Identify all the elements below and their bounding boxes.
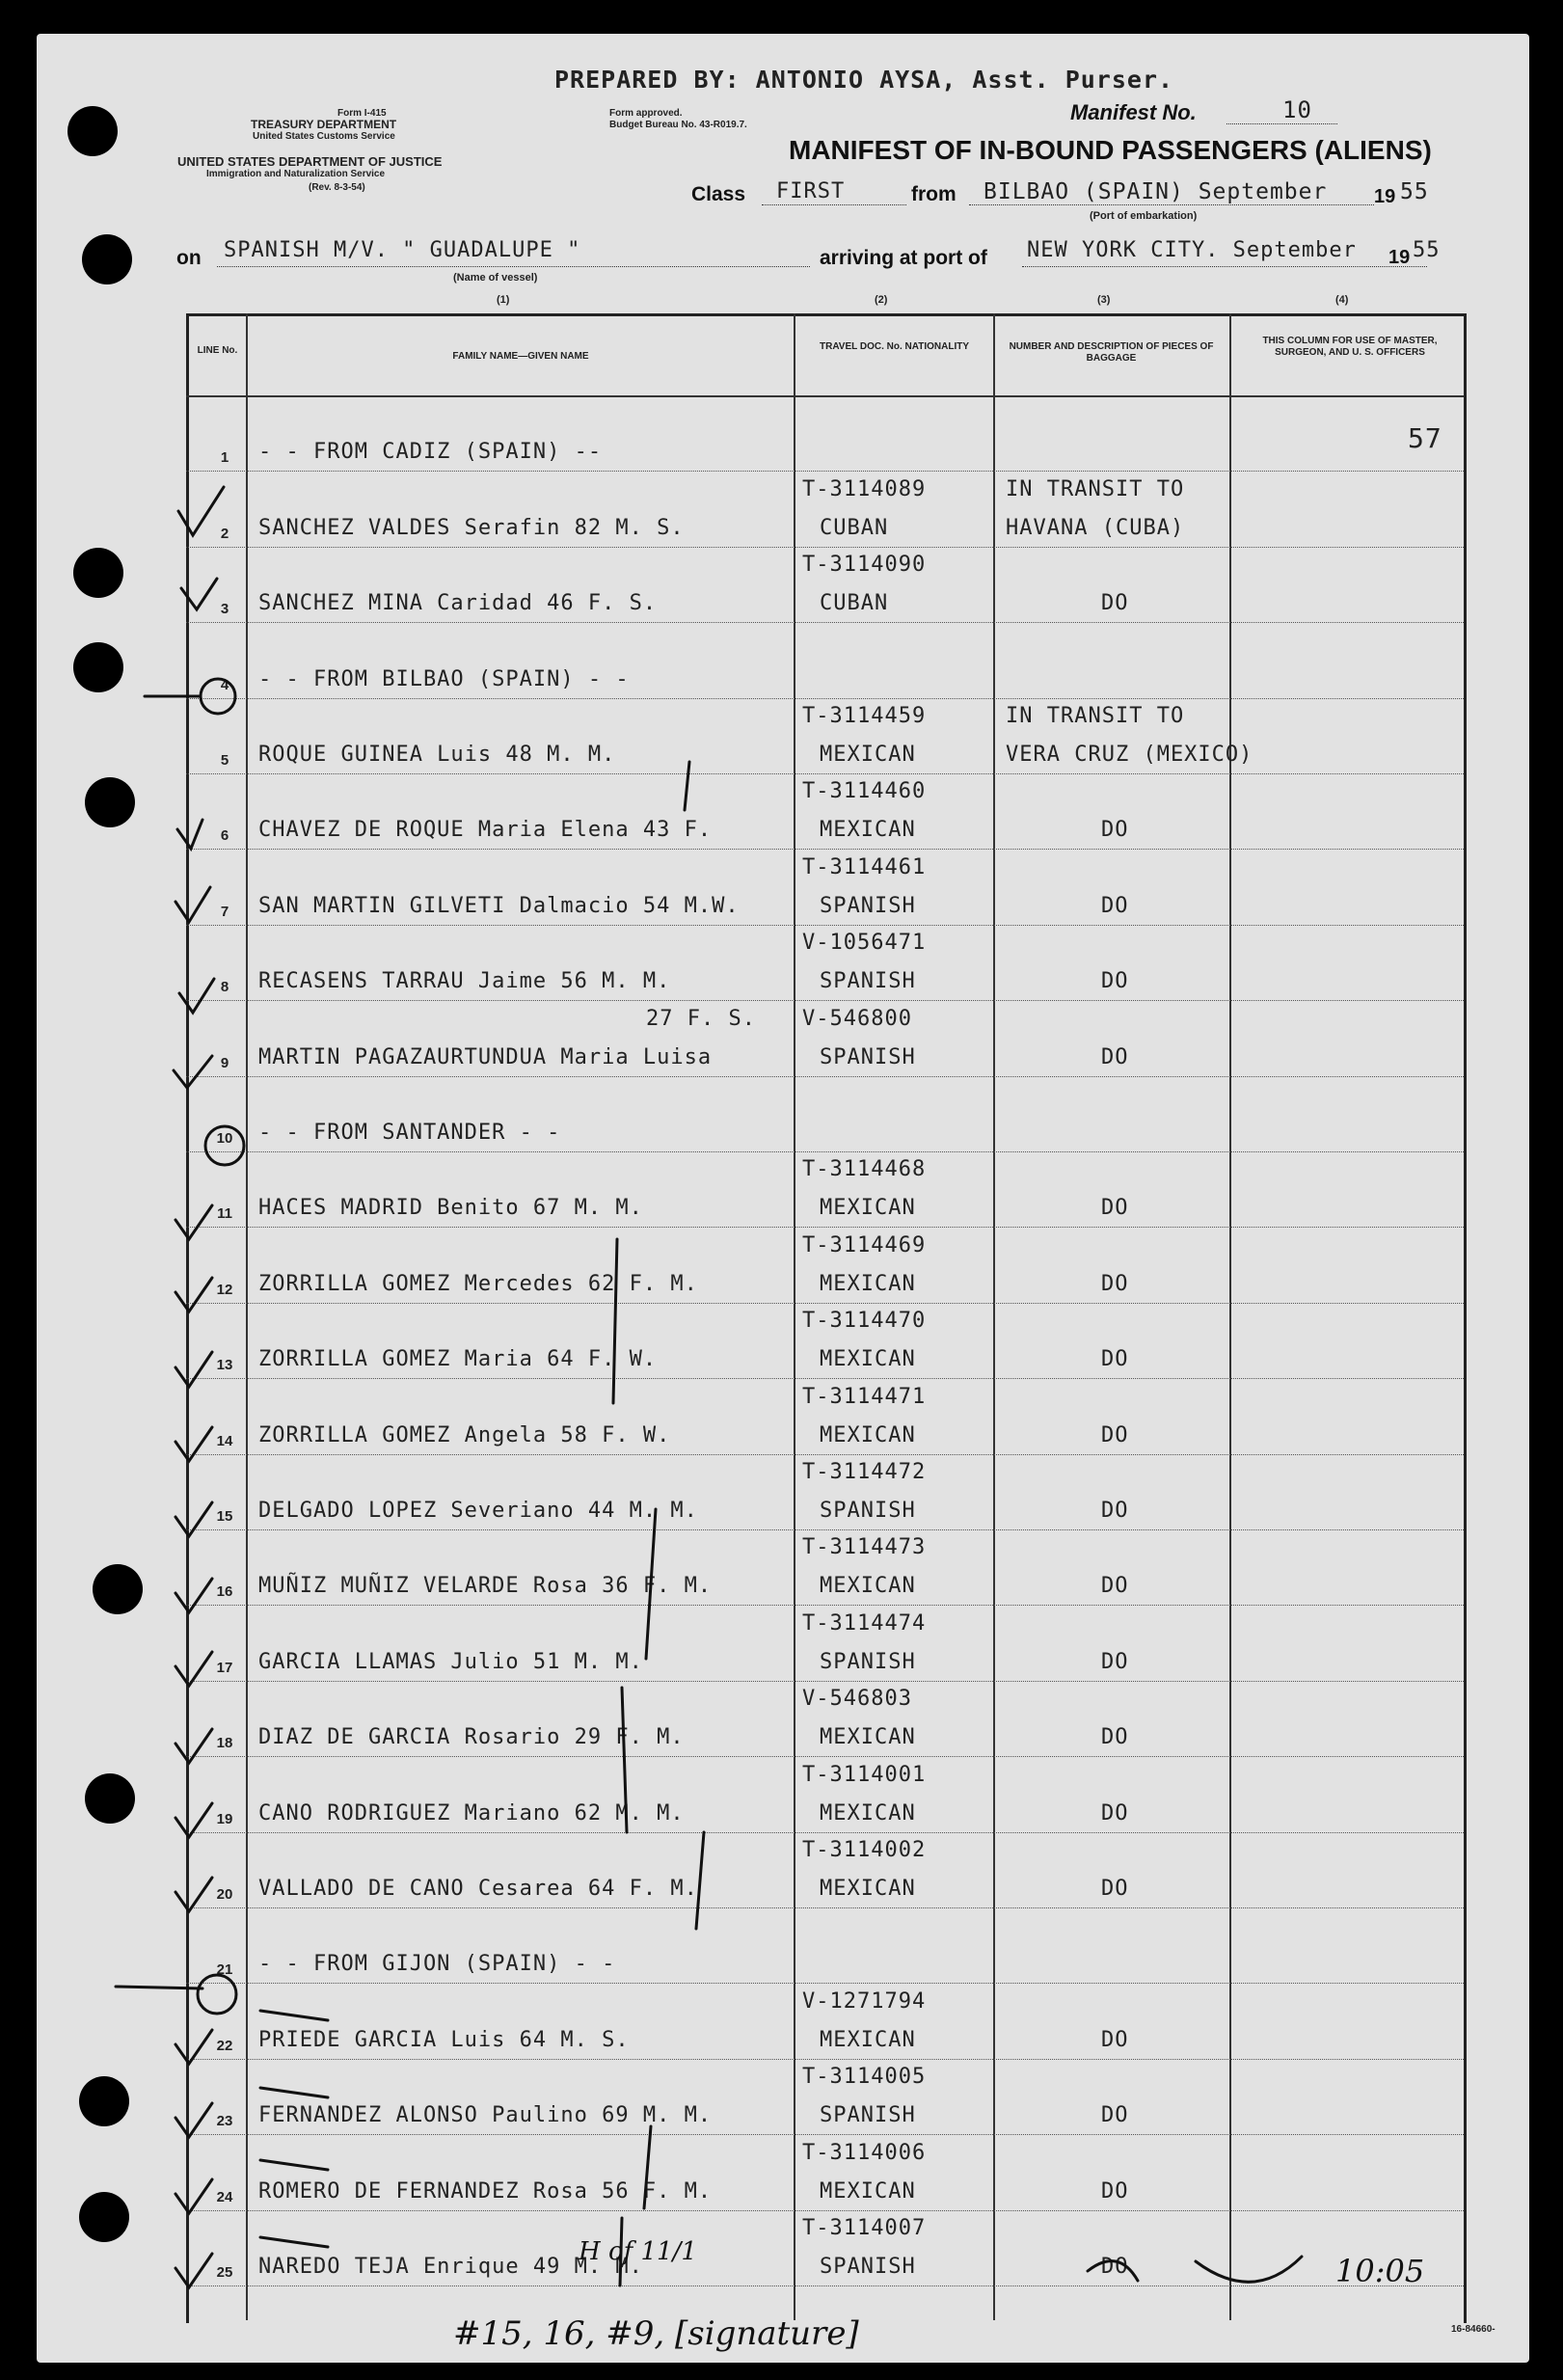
col-num-2: (2) — [875, 294, 888, 306]
line-number: 7 — [220, 903, 229, 920]
baggage-desc: DO — [1101, 1196, 1129, 1221]
baggage-desc: DO — [1101, 1044, 1129, 1069]
baggage-desc: DO — [1101, 2027, 1129, 2052]
line-number: 17 — [216, 1659, 233, 1676]
arrival-year-suffix: 55 — [1413, 238, 1441, 262]
vessel-name: SPANISH M/V. " GUADALUPE " — [224, 238, 581, 262]
nationality: MEXICAN — [820, 2178, 916, 2204]
col-head-officers: THIS COLUMN FOR USE OF MASTER, SURGEON, AND U. S. OFFICERS — [1262, 336, 1438, 358]
passenger-name: ROMERO DE FERNANDEZ Rosa 56 F. M. — [258, 2178, 713, 2204]
baggage-desc: DO — [1101, 1347, 1129, 1372]
line-number: 24 — [216, 2188, 233, 2205]
check-mark — [175, 1878, 212, 1911]
nationality: MEXICAN — [820, 1800, 916, 1826]
check-mark — [175, 1803, 212, 1837]
line-number: 23 — [216, 2113, 233, 2130]
check-mark — [175, 2179, 212, 2213]
nationality: MEXICAN — [820, 2027, 916, 2052]
nationality: MEXICAN — [820, 1422, 916, 1447]
year-suffix: 55 — [1400, 179, 1429, 204]
circle-mark — [205, 1126, 244, 1165]
treasury-dept: TREASURY DEPARTMENT — [251, 118, 397, 131]
bracket-mark — [622, 1688, 627, 1832]
nationality: SPANISH — [820, 1044, 916, 1069]
form-approved: Form approved. — [609, 108, 683, 119]
bracket-mark — [644, 2126, 651, 2208]
circle-mark — [201, 679, 235, 714]
nationality: MEXICAN — [820, 1271, 916, 1296]
col-num-1: (1) — [497, 294, 510, 306]
passenger-name: ZORRILLA GOMEZ Maria 64 F. W. — [258, 1347, 658, 1372]
passenger-details: 27 F. S. — [646, 1006, 756, 1031]
budget-bureau: Budget Bureau No. 43-R019.7. — [609, 120, 747, 130]
nationality: SPANISH — [820, 2103, 916, 2128]
col-head-name: FAMILY NAME—GIVEN NAME — [452, 351, 589, 362]
travel-doc-number: T-3114471 — [802, 1384, 927, 1409]
passenger-name: - - FROM CADIZ (SPAIN) -- — [258, 440, 603, 465]
prepared-by: PREPARED BY: ANTONIO AYSA, Asst. Purser. — [554, 66, 1174, 94]
baggage-desc: DO — [1101, 1422, 1129, 1447]
baggage-desc: DO — [1101, 2255, 1129, 2279]
passenger-name: RECASENS TARRAU Jaime 56 M. M. — [258, 969, 671, 994]
nationality: CUBAN — [820, 515, 889, 540]
nationality: MEXICAN — [820, 1347, 916, 1372]
form-revision: (Rev. 8-3-54) — [309, 182, 365, 193]
manifest-no-label: Manifest No. — [1070, 100, 1197, 124]
passenger-name: DELGADO LOPEZ Severiano 44 M. M. — [258, 1499, 698, 1523]
handwritten-bottom-note: #15, 16, #9, [signature] — [453, 2314, 859, 2353]
baggage-desc: DO — [1101, 1877, 1129, 1901]
check-mark — [175, 2030, 212, 2064]
travel-doc-number: T-3114089 — [802, 476, 927, 501]
baggage-desc: DO — [1101, 2178, 1129, 2204]
check-mark — [175, 1278, 212, 1312]
passenger-name: ROQUE GUINEA Luis 48 M. M. — [258, 743, 616, 767]
travel-doc-number: V-1056471 — [802, 931, 927, 956]
signature-stroke — [1088, 2261, 1138, 2281]
vessel-caption: (Name of vessel) — [453, 272, 538, 284]
check-mark — [178, 487, 224, 535]
line-number: 12 — [216, 1281, 233, 1298]
line-number: 8 — [220, 979, 229, 996]
line-number: 3 — [220, 601, 229, 618]
line-number: 18 — [216, 1735, 233, 1752]
bracket-mark — [685, 762, 689, 810]
nationality: MEXICAN — [820, 1725, 916, 1750]
passenger-name: MARTIN PAGAZAURTUNDUA Maria Luisa — [258, 1044, 713, 1069]
port-embark-caption: (Port of embarkation) — [1090, 210, 1198, 222]
line-number: 10 — [216, 1130, 233, 1147]
baggage-desc: DO — [1101, 1574, 1129, 1599]
travel-doc-number: T-3114472 — [802, 1460, 927, 1484]
form-number: Form I-415 — [337, 108, 387, 119]
travel-doc-number: V-546800 — [802, 1006, 912, 1031]
check-mark — [179, 979, 214, 1013]
baggage-desc: DO — [1101, 1271, 1129, 1296]
check-mark — [175, 1352, 212, 1387]
travel-doc-number: T-3114461 — [802, 854, 927, 879]
nationality: MEXICAN — [820, 818, 916, 843]
passenger-name: GARCIA LLAMAS Julio 51 M. M. — [258, 1649, 643, 1674]
ins-service: Immigration and Naturalization Service — [206, 169, 386, 179]
class-value: FIRST — [776, 179, 846, 203]
line-number: 13 — [216, 1357, 233, 1374]
travel-doc-number: T-3114460 — [802, 779, 927, 804]
embark-port: BILBAO (SPAIN) September — [984, 179, 1328, 204]
travel-doc-number: T-3114002 — [802, 1838, 927, 1862]
passenger-name: DIAZ DE GARCIA Rosario 29 F. M. — [258, 1725, 685, 1750]
travel-doc-number: T-3114005 — [802, 2065, 927, 2090]
nationality: MEXICAN — [820, 1196, 916, 1221]
line-number: 25 — [216, 2264, 233, 2281]
manifest-title: MANIFEST OF IN-BOUND PASSENGERS (ALIENS) — [789, 135, 1432, 165]
baggage-desc: DO — [1101, 1725, 1129, 1750]
check-mark — [174, 1056, 212, 1088]
passenger-name: SAN MARTIN GILVETI Dalmacio 54 M.W. — [258, 893, 740, 918]
travel-doc-number: T-3114469 — [802, 1232, 927, 1258]
passenger-name: VALLADO DE CANO Cesarea 64 F. M. — [258, 1877, 698, 1901]
check-mark — [177, 820, 202, 849]
passenger-name: PRIEDE GARCIA Luis 64 M. S. — [258, 2027, 630, 2052]
passenger-name: MUÑIZ MUÑIZ VELARDE Rosa 36 F. M. — [258, 1574, 713, 1599]
baggage-desc: DO — [1101, 969, 1129, 994]
travel-doc-number: T-3114468 — [802, 1157, 927, 1182]
baggage-desc: DO — [1101, 2103, 1129, 2128]
col-head-travel: TRAVEL DOC. No. NATIONALITY — [820, 341, 969, 352]
arriving-label: arriving at port of — [820, 247, 987, 269]
check-mark — [175, 1502, 212, 1536]
passenger-name: - - FROM SANTANDER - - — [258, 1121, 561, 1145]
line-number: 9 — [220, 1054, 229, 1071]
manifest-number: 10 — [1282, 96, 1312, 123]
passenger-name: ZORRILLA GOMEZ Angela 58 F. W. — [258, 1422, 671, 1447]
passenger-name: FERNANDEZ ALONSO Paulino 69 M. M. — [258, 2103, 713, 2128]
line-number: 21 — [216, 1961, 233, 1979]
baggage-desc: DO — [1101, 818, 1129, 843]
line-number: 1 — [220, 449, 229, 467]
check-mark — [181, 579, 217, 609]
travel-doc-number: V-1271794 — [802, 1988, 927, 2014]
passenger-name: NAREDO TEJA Enrique 49 M. M. — [258, 2255, 643, 2279]
line-number: 15 — [216, 1508, 233, 1525]
check-mark — [175, 1427, 212, 1461]
col-head-line: LINE No. — [197, 345, 238, 356]
travel-doc-number: T-3114007 — [802, 2216, 927, 2240]
nationality: SPANISH — [820, 1499, 916, 1523]
bracket-mark — [646, 1509, 656, 1659]
check-mark — [175, 1205, 212, 1239]
check-mark — [175, 1652, 212, 1686]
baggage-desc: VERA CRUZ (MEXICO) — [1006, 743, 1253, 767]
arrival-port: NEW YORK CITY. September — [1027, 238, 1357, 262]
nationality: CUBAN — [820, 591, 889, 616]
travel-doc-number: V-546803 — [802, 1687, 912, 1712]
line-number: 5 — [220, 752, 229, 769]
line-number: 6 — [220, 827, 229, 845]
check-mark — [175, 1579, 212, 1612]
line-number: 19 — [216, 1810, 233, 1827]
nationality: MEXICAN — [820, 743, 916, 767]
passenger-name: SANCHEZ VALDES Serafin 82 M. S. — [258, 515, 685, 540]
line-number: 22 — [216, 2037, 233, 2054]
nationality: MEXICAN — [820, 1877, 916, 1901]
baggage-desc: IN TRANSIT TO — [1006, 704, 1185, 728]
strike-mark — [260, 2011, 328, 2020]
handwritten-time: 10:05 — [1335, 2253, 1425, 2289]
line-number: 20 — [216, 1886, 233, 1903]
dash-mark — [116, 1987, 202, 1988]
nationality: MEXICAN — [820, 1574, 916, 1599]
line-number: 11 — [217, 1205, 232, 1223]
line-number: 2 — [220, 525, 229, 542]
passenger-name: CHAVEZ DE ROQUE Maria Elena 43 F. — [258, 818, 713, 843]
line-number: 4 — [220, 676, 229, 693]
col-num-3: (3) — [1097, 294, 1111, 306]
on-label: on — [176, 247, 202, 269]
travel-doc-number: T-3114090 — [802, 553, 927, 578]
baggage-desc: DO — [1101, 591, 1129, 616]
baggage-desc: DO — [1101, 893, 1129, 918]
baggage-desc: DO — [1101, 1499, 1129, 1523]
col-num-4: (4) — [1335, 294, 1349, 306]
officer-note: 57 — [1408, 422, 1442, 455]
nationality: SPANISH — [820, 893, 916, 918]
check-mark — [175, 2103, 212, 2137]
circle-mark — [198, 1975, 236, 2014]
passenger-name: - - FROM GIJON (SPAIN) - - — [258, 1952, 616, 1977]
travel-doc-number: T-3114459 — [802, 704, 927, 728]
class-label: Class — [691, 183, 746, 205]
baggage-desc: IN TRANSIT TO — [1006, 476, 1185, 501]
travel-doc-number: T-3114473 — [802, 1535, 927, 1560]
travel-doc-number: T-3114474 — [802, 1610, 927, 1636]
passenger-name: - - FROM BILBAO (SPAIN) - - — [258, 666, 630, 691]
line-number: 16 — [216, 1583, 233, 1601]
strike-mark — [260, 2237, 328, 2247]
check-mark — [175, 1729, 212, 1763]
passenger-name: ZORRILLA GOMEZ Mercedes 62 F. M. — [258, 1271, 698, 1296]
travel-doc-number: T-3114001 — [802, 1762, 927, 1787]
dept-of-justice: UNITED STATES DEPARTMENT OF JUSTICE — [177, 154, 443, 169]
handwritten-hof: H of 11/1 — [579, 2237, 697, 2266]
line-number: 14 — [216, 1432, 233, 1449]
check-mark — [175, 2254, 212, 2287]
bracket-mark — [613, 1239, 617, 1403]
signature-stroke — [1196, 2257, 1302, 2282]
travel-doc-number: T-3114470 — [802, 1309, 927, 1334]
year-prefix: 19 — [1374, 186, 1396, 207]
strike-mark — [260, 2160, 328, 2170]
customs-service: United States Customs Service — [253, 131, 395, 142]
passenger-name: SANCHEZ MINA Caridad 46 F. S. — [258, 591, 658, 616]
passenger-name: HACES MADRID Benito 67 M. M. — [258, 1196, 643, 1221]
travel-doc-number: T-3114006 — [802, 2140, 927, 2165]
form-code: 16-84660- — [1451, 2324, 1496, 2335]
baggage-desc: HAVANA (CUBA) — [1006, 515, 1185, 540]
from-label: from — [911, 183, 957, 205]
nationality: SPANISH — [820, 2255, 916, 2279]
passenger-name: CANO RODRIGUEZ Mariano 62 M. M. — [258, 1800, 685, 1826]
strike-mark — [260, 2088, 328, 2097]
baggage-desc: DO — [1101, 1649, 1129, 1674]
col-head-baggage: NUMBER AND DESCRIPTION OF PIECES OF BAGGAGE — [1009, 341, 1214, 364]
baggage-desc: DO — [1101, 1800, 1129, 1826]
nationality: SPANISH — [820, 1649, 916, 1674]
check-mark — [175, 887, 210, 922]
nationality: SPANISH — [820, 969, 916, 994]
arrival-year-prefix: 19 — [1388, 247, 1411, 268]
bracket-mark — [696, 1832, 704, 1929]
